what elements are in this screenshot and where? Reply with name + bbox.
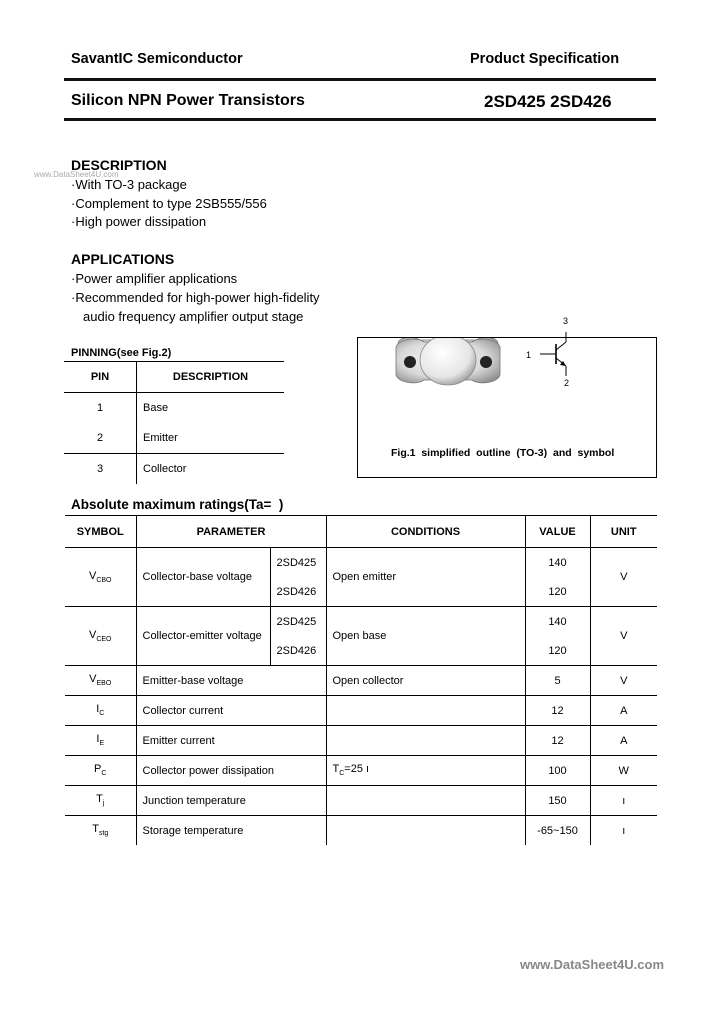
table-row (65, 726, 657, 756)
to3-package-image (358, 338, 656, 438)
part-cell: 2SD426 (270, 577, 326, 607)
condition-cell: Open base (326, 607, 525, 666)
condition-cell: $T_C=25$ ı (326, 756, 525, 786)
header-rule-bottom (64, 118, 656, 121)
part-numbers: 2SD425 2SD426 (484, 92, 612, 111)
part-cell: 2SD425 (270, 548, 326, 578)
pinning-table (64, 361, 284, 484)
table-row (65, 666, 657, 696)
description-item: ·With TO-3 package (71, 177, 187, 192)
pin-desc: Emitter (137, 423, 285, 454)
value-cell: 140 (525, 607, 590, 637)
pin3-label: 3 (563, 316, 569, 326)
applications-heading: APPLICATIONS (71, 251, 175, 267)
parameter-cell: Emitter current (136, 726, 326, 756)
condition-cell (326, 816, 525, 846)
degree-c-glyph: ı (366, 763, 370, 776)
parameter-cell: Collector-base voltage (136, 548, 270, 607)
table-row (65, 756, 657, 786)
watermark: www.DataSheet4U.com (34, 170, 119, 179)
symbol-cell: $P_C$ (94, 763, 107, 778)
desc-col-header: DESCRIPTION (137, 362, 285, 393)
parameter-cell: Storage temperature (136, 816, 326, 846)
pin-number: 3 (96, 463, 104, 475)
value-cell: 150 (525, 786, 590, 816)
condition-cell: Open collector (326, 666, 525, 696)
symbol-cell: $T_{stg}$ (92, 823, 109, 838)
company-name: SavantIC Semiconductor (71, 51, 243, 67)
condition-cell (326, 696, 525, 726)
unit-cell (590, 786, 657, 816)
header-rule-top (64, 78, 656, 81)
value-cell: 5 (525, 666, 590, 696)
figure-box (357, 316, 657, 478)
condition-cell: Open emitter (326, 548, 525, 607)
applications-item: ·Recommended for high-power high-fidelity (71, 290, 320, 305)
spec-label: Product Specification (470, 51, 620, 67)
symbol-cell: $V_{CBO}$ (88, 569, 112, 585)
symbol-cell: $I_E$ (96, 733, 105, 748)
pin-desc: Base (137, 393, 285, 424)
unit-col-header: UNIT (590, 516, 657, 548)
pin2-label: 2 (564, 378, 570, 388)
conditions-col-header: CONDITIONS (326, 516, 525, 548)
unit-cell: A (590, 726, 657, 756)
footer-link[interactable]: www.DataSheet4U.com (520, 957, 665, 972)
value-cell: 12 (525, 696, 590, 726)
applications-item: audio frequency amplifier output stage (83, 309, 304, 324)
symbol-cell: $V_{EBO}$ (89, 673, 112, 688)
parameter-cell: Collector current (136, 696, 326, 726)
condition-cell (326, 726, 525, 756)
symbol-cell: $T_j$ (96, 793, 105, 808)
value-cell: 12 (525, 726, 590, 756)
value-col-header: VALUE (525, 516, 590, 548)
pin-number: 1 (96, 402, 104, 414)
pin-col-header: PIN (90, 371, 110, 383)
pin-desc: Collector (137, 454, 285, 485)
table-row (64, 393, 284, 424)
symbol-cell: $I_C$ (96, 703, 105, 718)
ratings-heading: Absolute maximum ratings(Ta= ) (71, 497, 284, 512)
description-heading: DESCRIPTION (71, 157, 167, 173)
condition-cell (326, 786, 525, 816)
table-row (64, 454, 284, 485)
parameter-cell: Junction temperature (136, 786, 326, 816)
table-row (65, 816, 657, 846)
table-row (65, 548, 657, 578)
parameter-cell: Collector power dissipation (136, 756, 326, 786)
part-cell: 2SD425 (270, 607, 326, 637)
unit-cell: A (590, 696, 657, 726)
value-cell: -65~150 (525, 816, 590, 846)
unit-cell (590, 816, 657, 846)
symbol-cell: $V_{CEO}$ (88, 628, 112, 644)
value-cell: 120 (525, 577, 590, 607)
pin-number: 2 (96, 432, 104, 444)
pinning-heading: PINNING(see Fig.2) (71, 347, 172, 359)
description-item: ·Complement to type 2SB555/556 (71, 196, 267, 211)
value-cell: 100 (525, 756, 590, 786)
value-cell: 120 (525, 636, 590, 666)
table-row (65, 786, 657, 816)
parameter-cell: Emitter-base voltage (136, 666, 326, 696)
figure-caption: Fig.1 simplified outline (TO-3) and symbol (391, 447, 615, 459)
unit-cell: W (590, 756, 657, 786)
symbol-col-header: SYMBOL (76, 525, 124, 538)
unit-cell: V (590, 548, 657, 607)
product-line: Silicon NPN Power Transistors (71, 92, 305, 109)
parameter-cell: Collector-emitter voltage (136, 607, 270, 666)
pin1-label: 1 (526, 350, 532, 360)
ratings-table (65, 515, 657, 845)
part-cell: 2SD426 (270, 636, 326, 666)
degree-c-glyph: ı (622, 824, 626, 837)
table-row (65, 607, 657, 637)
table-row (65, 696, 657, 726)
degree-c-glyph: ı (622, 794, 626, 807)
parameter-col-header: PARAMETER (136, 516, 326, 548)
unit-cell: V (590, 607, 657, 666)
table-row (64, 423, 284, 454)
applications-item: ·Power amplifier applications (71, 271, 238, 286)
description-item: ·High power dissipation (71, 214, 207, 229)
value-cell: 140 (525, 548, 590, 578)
unit-cell: V (590, 666, 657, 696)
